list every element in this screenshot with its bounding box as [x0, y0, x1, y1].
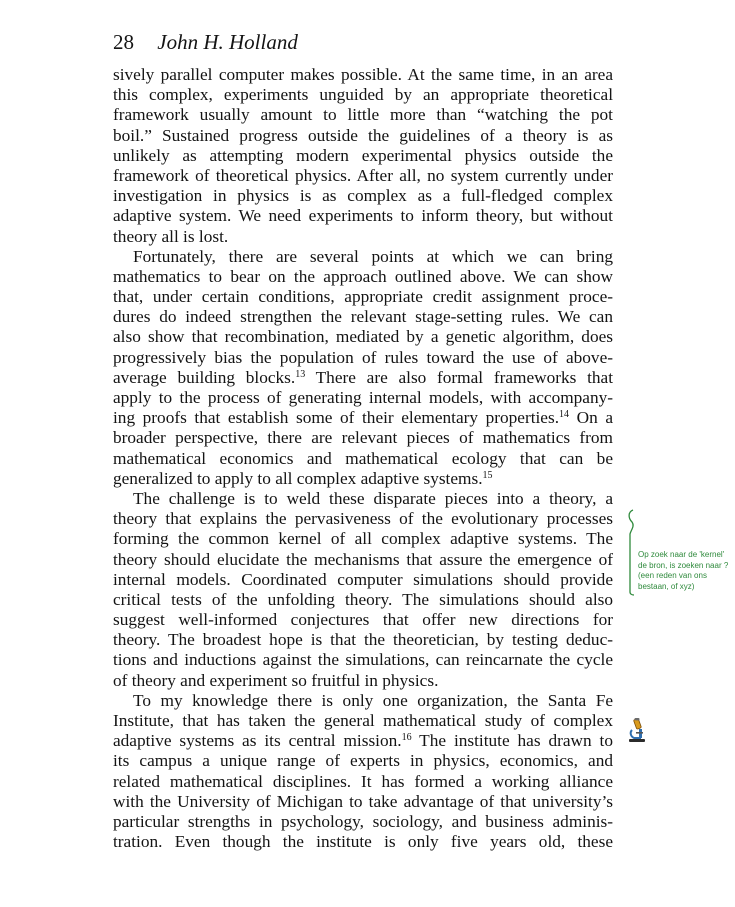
text-line-content: broader perspective, there are relevant pieces of mathematics from	[113, 428, 613, 448]
footnote-ref[interactable]: 14	[559, 409, 570, 421]
text-line-content: its campus a unique range of experts in physics, economics, and	[113, 751, 613, 771]
text-line	[113, 812, 613, 832]
text-line	[113, 590, 613, 610]
text-line-content: particular strengths in psychology, sociology, and business adminis-	[113, 811, 613, 831]
text-line-content: internal models. Coordinated computer simulations should provide	[113, 569, 613, 589]
text-line-content: tration. Even though the institute is only five years old, these	[113, 832, 613, 852]
text-line-content: ing proofs that establish some of their elementary properties.	[113, 408, 560, 428]
text-line	[113, 449, 613, 469]
text-line-content: this complex, experiments unguided by an appropriate theoretical	[113, 85, 613, 105]
text-line-continuation: On a	[569, 408, 613, 428]
body-text	[113, 65, 613, 852]
text-line-content: theory all is lost.	[113, 226, 229, 246]
text-line	[113, 711, 613, 731]
text-line-content: also show that recombination, mediated by a genetic algorithm, does	[113, 327, 613, 347]
text-line	[113, 610, 613, 630]
text-line	[113, 247, 613, 267]
text-line-content: framework of theoretical physics. After all, no system currently under	[113, 165, 613, 185]
text-line	[113, 630, 613, 650]
text-line-content: unlikely as attempting modern experimental physics outside the	[113, 145, 613, 165]
text-line	[113, 327, 613, 347]
text-line-content: generalized to apply to all complex adaptive systems.	[113, 468, 483, 488]
text-line-content: Institute, that has taken the general mathematical study of complex	[113, 711, 613, 730]
margin-note: Op zoek naar de 'kernel' de bron, is zoeken naar ? (een reden van ons bestaan, of xyz)	[638, 550, 729, 591]
text-line	[113, 307, 613, 327]
text-line-content: The challenge is to weld these disparate pieces into a theory, a	[133, 488, 613, 508]
text-line	[113, 65, 613, 85]
text-line-content: dures do indeed strengthen the relevant stage-setting rules. We can	[113, 307, 613, 327]
text-line-content: forming the common kernel of all complex adaptive systems. The	[113, 529, 613, 549]
text-line-content: Fortunately, there are several points at which we can bring	[133, 246, 613, 266]
text-line-content: related mathematical disciplines. It has formed a working alliance	[113, 771, 613, 791]
running-header	[113, 28, 298, 56]
text-line	[113, 126, 613, 146]
text-line	[113, 751, 613, 771]
text-line-content: boil.” Sustained progress outside the guidelines of a theory is as	[113, 125, 613, 145]
text-line-content: critical tests of the unfolding theory. The simulations should also	[113, 589, 613, 609]
footnote-ref[interactable]: 13	[295, 368, 306, 380]
text-line-content: framework usually amount to little more than “watching the pot	[113, 105, 613, 125]
text-line	[113, 469, 613, 489]
text-line	[113, 368, 613, 388]
text-line-continuation: The institute has drawn to	[411, 731, 613, 751]
text-line	[113, 691, 613, 711]
text-line-content: of theory and experiment so fruitful in physics.	[113, 670, 439, 690]
text-line	[113, 388, 613, 408]
text-line	[113, 287, 613, 307]
text-line	[113, 550, 613, 570]
text-line-content: adaptive systems as its central mission.	[113, 731, 402, 751]
text-line-content: with the University of Michigan to take advantage of that university’s	[113, 791, 613, 811]
text-line	[113, 227, 613, 247]
text-line-content: average building blocks.	[113, 367, 296, 387]
text-line	[113, 166, 613, 186]
text-line-content: theory. The broadest hope is that the theoretician, by testing deduc-	[113, 630, 613, 650]
footnote-ref[interactable]: 16	[401, 732, 412, 744]
text-line	[113, 832, 613, 852]
text-line-content: tions and inductions against the simulations, can reincarnate the cycle	[113, 650, 613, 670]
text-line	[113, 529, 613, 549]
running-head-author: John H. Holland	[157, 30, 298, 54]
footnote-ref[interactable]: 15	[482, 469, 493, 481]
text-line	[113, 186, 613, 206]
text-line-content: that, under certain conditions, appropriate credit assignment proce-	[113, 287, 613, 307]
text-line	[113, 206, 613, 226]
text-line	[113, 509, 613, 529]
text-line-content: adaptive system. We need experiments to inform theory, but without	[113, 206, 613, 226]
text-line-content: theory that explains the pervasiveness of the evolutionary processes	[113, 509, 613, 529]
text-line-content: apply to the process of generating internal models, with accompany-	[113, 388, 613, 407]
page-number: 28	[113, 30, 134, 54]
text-line	[113, 146, 613, 166]
text-line	[113, 428, 613, 448]
text-line	[113, 570, 613, 590]
text-line-content: mathematics to bear on the approach outlined above. We can show	[113, 266, 613, 286]
text-line-content: To my knowledge there is only one organization, the Santa Fe	[133, 690, 613, 710]
text-line	[113, 85, 613, 105]
text-line	[113, 792, 613, 812]
text-line	[113, 650, 613, 670]
text-line	[113, 671, 613, 691]
text-line	[113, 267, 613, 287]
text-line-content: progressively bias the population of rules toward the use of above-	[113, 347, 613, 367]
text-line-content: mathematical economics and mathematical ecology that can be	[113, 448, 613, 468]
text-line	[113, 731, 613, 751]
text-line	[113, 408, 613, 428]
text-line-content: suggest well-informed conjectures that offer new directions for	[113, 610, 613, 630]
margin-brace-mark	[624, 508, 638, 596]
text-line-content: sively parallel computer makes possible. At the same time, in an area	[113, 65, 613, 84]
text-line	[113, 348, 613, 368]
text-line	[113, 489, 613, 509]
text-line	[113, 105, 613, 125]
text-line-continuation: There are also formal frameworks that	[305, 367, 613, 387]
text-line-content: theory should elucidate the mechanisms that assure the emergence of	[113, 549, 613, 569]
text-line-content: investigation in physics is as complex as a full-fledged complex	[113, 186, 613, 206]
microscope-icon	[626, 717, 648, 745]
text-line	[113, 772, 613, 792]
